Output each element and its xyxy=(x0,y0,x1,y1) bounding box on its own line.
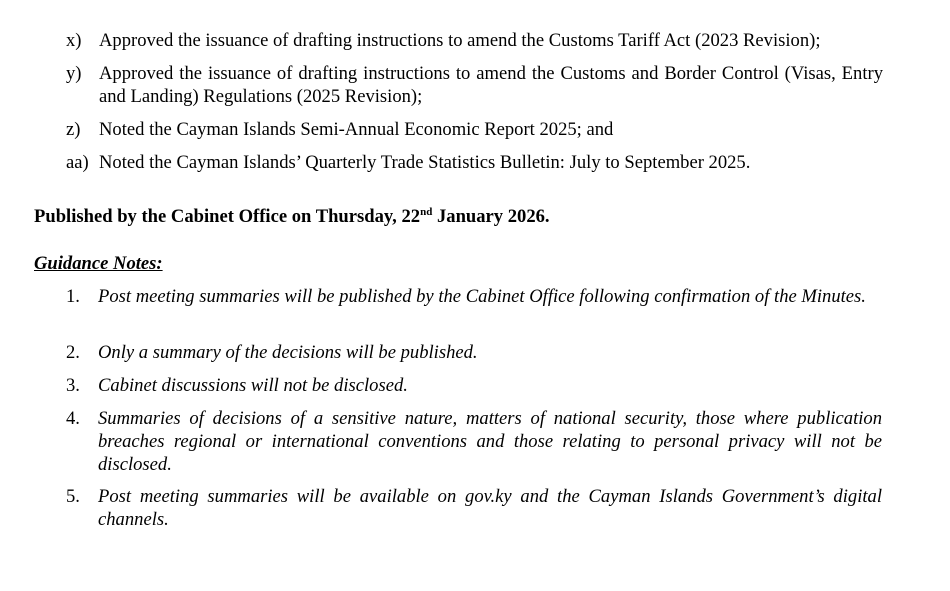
decision-text: Noted the Cayman Islands’ Quarterly Trade Statistics Bulletin: July to September 2025. xyxy=(99,152,751,173)
guidance-note-text: Only a summary of the decisions will be published. xyxy=(98,342,478,363)
published-statement xyxy=(34,205,550,228)
decision-text: Noted the Cayman Islands Semi-Annual Economic Report 2025; and xyxy=(99,119,614,140)
published-prefix: Published by the Cabinet Office on Thursday, 22 xyxy=(34,206,421,227)
guidance-note-number: 1. xyxy=(66,286,80,307)
guidance-note-text: Summaries of decisions of a sensitive nature, matters of national security, those where publication breaches regional or international conventions and those relating to personal privacy will not be disclosed. xyxy=(98,408,882,475)
decision-marker: y) xyxy=(66,63,82,84)
guidance-note-text: Cabinet discussions will not be disclosed. xyxy=(98,375,408,396)
guidance-note-text: Post meeting summaries will be published by the Cabinet Office following confirmation of the Minutes. xyxy=(98,286,866,307)
decision-marker: x) xyxy=(66,30,82,51)
published-ordinal: nd xyxy=(420,206,433,218)
guidance-note-number: 3. xyxy=(66,375,80,396)
guidance-note-number: 2. xyxy=(66,342,80,363)
decision-text: Approved the issuance of drafting instructions to amend the Customs and Border Control (Visas, Entry and Landing) Regulations (2025 Revision); xyxy=(99,63,883,107)
guidance-note-number: 5. xyxy=(66,486,80,507)
guidance-heading: Guidance Notes: xyxy=(34,253,163,274)
guidance-note-number: 4. xyxy=(66,408,80,429)
decision-text: Approved the issuance of drafting instructions to amend the Customs Tariff Act (2023 Revision); xyxy=(99,30,821,51)
decision-marker: aa) xyxy=(66,152,89,173)
decision-marker: z) xyxy=(66,119,81,140)
published-suffix: January 2026. xyxy=(432,206,550,227)
guidance-note-text: Post meeting summaries will be available on gov.ky and the Cayman Islands Government’s digital channels. xyxy=(98,486,882,530)
